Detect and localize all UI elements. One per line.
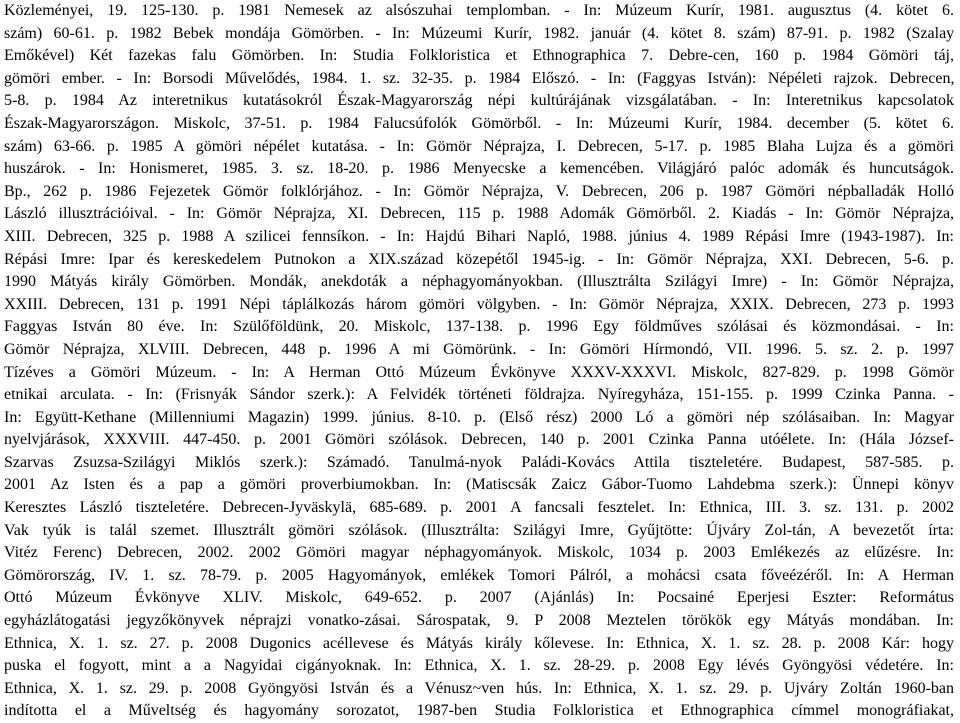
text-line: Tízéves a Gömöri Múzeum. - In: A Herman Ottó Múzeum Évkönyve XXXV-XXXVI. Miskolc, 827-829. p. 1998 Gömör: [4, 363, 954, 381]
text-line: Gömör Néprajza, XLVIII. Debrecen, 448 p. 1996 A mi Gömörünk. - In: Gömöri Hírmondó, VII. 1996. 5. sz. 2. p. 1997: [4, 340, 954, 358]
text-line: Vak tyúk is talál szemet. Illusztrált gömöri szólások. (Illusztrálta: Szilágyi Imre, Gyűjtötte: Újváry Zol-tán, A bevezetőt írta:: [4, 521, 954, 539]
text-line: Répási Imre: Ipar és kereskedelem Putnokon a XIX.század közepétől 1945-ig. - In: Gömör Néprajza, XXI. Debrecen, 5-6. p.: [4, 250, 954, 268]
text-line: In: Együtt-Kethane (Millenniumi Magazin) 1999. június. 8-10. p. (Első rész) 2000 Ló a gömöri nép szólásaiban. In: Magyar: [4, 408, 954, 426]
text-line: Szarvas Zsuzsa-Szilágyi Miklós szerk.): Számadó. Tanulmá-nyok Paládi-Kovács Attila tiszteletére. Budapest, 587-585. p.: [4, 453, 954, 471]
text-line: Gömörország, IV. 1. sz. 78-79. p. 2005 Hagyományok, emlékek Tomori Pálról, a mohácsi csata főveézéről. In: A Herman: [4, 566, 954, 584]
text-line: Ethnica, X. 1. sz. 29. p. 2008 Gyöngyösi István és a Vénusz~ven hús. In: Ethnica, X. 1. sz. 29. p. Ujváry Zoltán 1960-ban: [4, 679, 954, 697]
text-line: Vitéz Ferenc) Debrecen, 2002. 2002 Gömöri magyar néphagyományok. Miskolc, 1034 p. 2003 Emlékezés az elűzésre. In:: [4, 544, 954, 562]
text-line: Faggyas István 80 éve. In: Szülőföldünk, 20. Miskolc, 137-138. p. 1996 Egy földműves szólásai és közmondásai. - In:: [4, 318, 954, 336]
bibliography-text: [4, 0, 954, 723]
text-line: 1990 Mátyás király Gömörben. Mondák, anekdoták a néphagyományokban. (Illusztrálta Szilágyi Imre) - In: Gömör Néprajza,: [4, 273, 954, 291]
text-line: szám) 60-61. p. 1982 Bebek mondája Gömörben. - In: Múzeumi Kurír, 1982. január (4. kötet 8. szám) 87-91. p. 1982 (Szalay: [4, 24, 954, 42]
text-line: etnikai arculata. - In: (Frisnyák Sándor szerk.): A Felvidék történeti földrajza. Nyíregyháza, 151-155. p. 1999 Czinka Panna. -: [4, 386, 954, 404]
text-line: 2001 Az Isten és a pap a gömöri proverbiumokban. In: (Matiscsák Zaicz Gábor-Tuomo Lahdebma szerk.): Ünnepi könyv: [4, 476, 954, 494]
text-line: XIII. Debrecen, 325 p. 1988 A szilicei fennsíkon. - In: Hajdú Bihari Napló, 1988. június 4. 1989 Répási Imre (1943-1987). In:: [4, 227, 954, 245]
text-line: Észak-Magyarországon. Miskolc, 37-51. p. 1984 Falucsúfolók Gömörből. - In: Múzeumi Kurír, 1984. december (5. kötet 6.: [4, 114, 954, 132]
text-line: 5-8. p. 1984 Az interetnikus kutatásokról Észak-Magyarország népi kultúrájának vizsgálatában. - In: Interetnikus kapcsolatok: [4, 92, 954, 110]
text-line: Ottó Múzeum Évkönyve XLIV. Miskolc, 649-652. p. 2007 (Ajánlás) In: Pocsainé Eperjesi Eszter: Református: [4, 589, 954, 607]
text-line: nyelvjárások, XXXVIII. 447-450. p. 2001 Gömöri szólások. Debrecen, 140 p. 2001 Czinka Panna utóélete. In: (Hála József-: [4, 431, 954, 449]
text-line: Bp., 262 p. 1986 Fejezetek Gömör folklórjához. - In: Gömör Néprajza, V. Debrecen, 206 p. 1987 Gömöri népballadák Holló: [4, 182, 954, 200]
text-line: egyházlátogatási jegyzőkönyvek néprajzi vonatko-zásai. Sárospatak, 9. P 2008 Meztelen törökök egy Mátyás mondában. In:: [4, 612, 954, 630]
text-line: Emőkével) Két fazekas falu Gömörben. In: Studia Folkloristica et Ethnographica 7. Debre-cen, 160 p. 1984 Gömöri táj,: [4, 47, 954, 65]
text-line: gömöri ember. - In: Borsodi Művelődés, 1984. 1. sz. 32-35. p. 1984 Előszó. - In: (Faggyas István): Népéleti rajzok. Debrecen,: [4, 69, 954, 87]
text-line: Közleményei, 19. 125-130. p. 1981 Nemesek az alsószuhai templomban. - In: Múzeum Kurír, 1981. augusztus (4. kötet 6.: [4, 2, 954, 19]
text-line: Keresztes László tiszteletére. Debrecen-Jyväskylä, 685-689. p. 2001 A fancsali fesztelet. In: Ethnica, III. 3. sz. 131. p. 2002: [4, 499, 954, 517]
text-line: szám) 63-66. p. 1985 A gömöri népélet kutatása. - In: Gömör Néprajza, I. Debrecen, 5-17. p. 1985 Blaha Lujza és a gömöri: [4, 137, 954, 155]
text-line: indította el a Műveltség és hagyomány sorozatot, 1987-ben Studia Folkloristica et Ethnographica címmel monográfiakat,: [4, 702, 954, 720]
text-line: puska el fogyott, mint a a Nagyidai cigányoknak. In: Ethnica, X. 1. sz. 28-29. p. 2008 Egy lévés Gyöngyösi védetére. In:: [4, 657, 954, 675]
text-line: László illusztrációival. - In: Gömör Néprajza, XI. Debrecen, 115 p. 1988 Adomák Gömörből. 2. Kiadás - In: Gömör Néprajza,: [4, 205, 954, 223]
text-line: Ethnica, X. 1. sz. 27. p. 2008 Dugonics acéllevese és Mátyás király kőlevese. In: Ethnica, X. 1. sz. 28. p. 2008 Kár: hogy: [4, 634, 954, 652]
text-line: XXIII. Debrecen, 131 p. 1991 Népi táplálkozás három gömöri völgyben. - In: Gömör Néprajza, XXIX. Debrecen, 273 p. 1993: [4, 295, 954, 313]
text-line: huszárok. - In: Honismeret, 1985. 3. sz. 18-20. p. 1986 Menyecske a kemencében. Világjáró palóc adomák és huncutságok.: [4, 160, 954, 178]
